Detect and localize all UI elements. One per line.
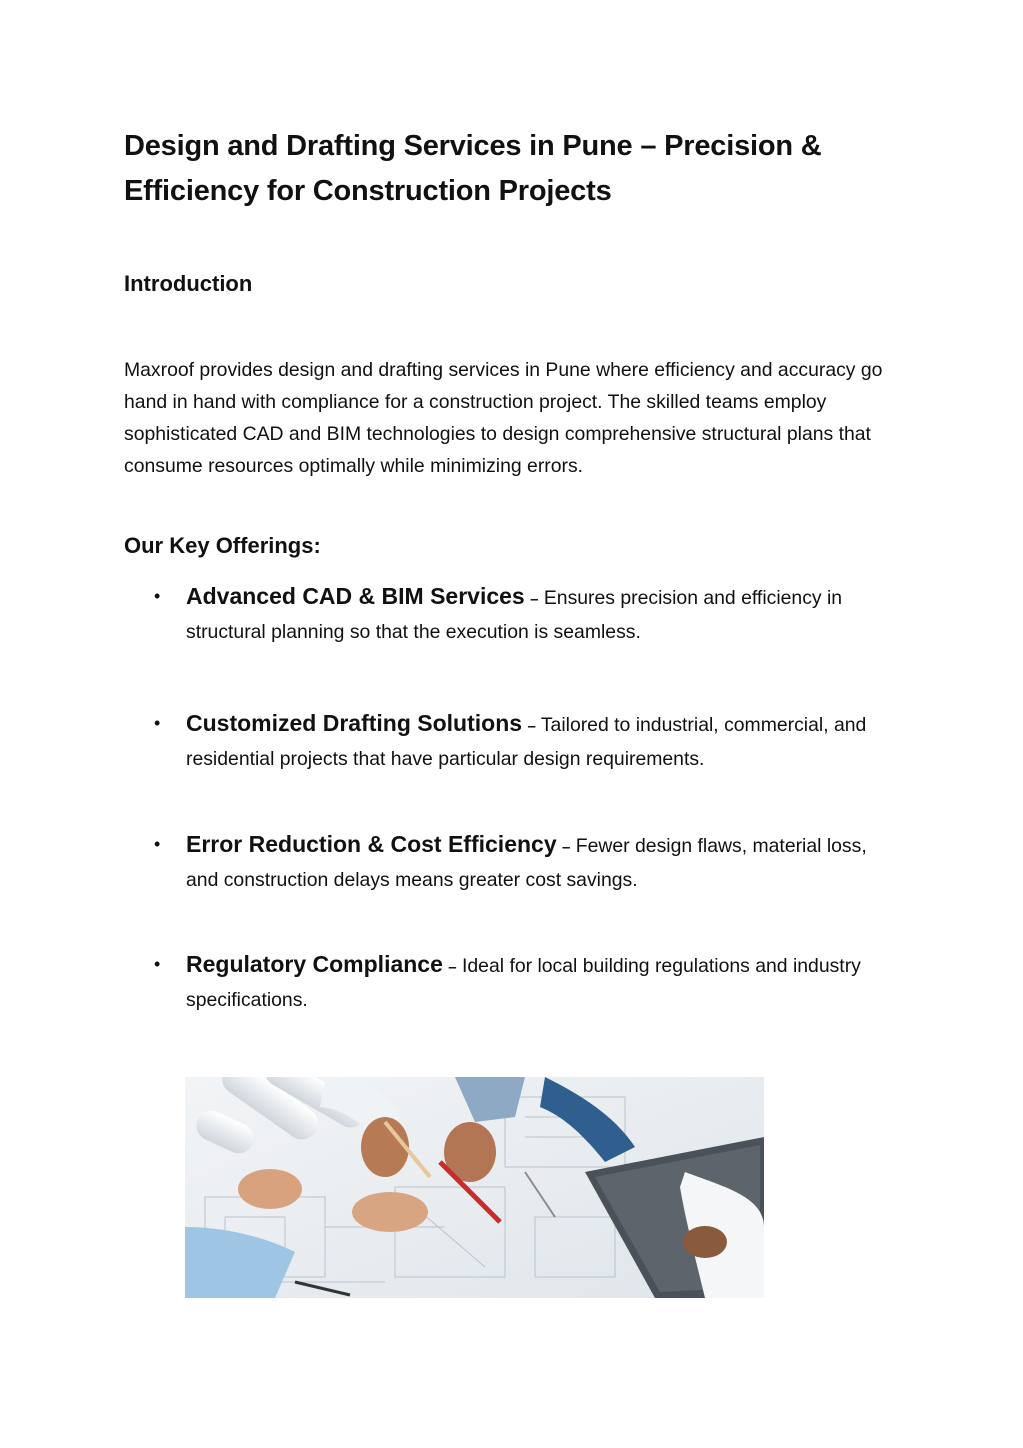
- team-drafting-photo: [185, 1077, 764, 1298]
- offering-text: [186, 580, 894, 648]
- offering-name: Customized Drafting Solutions: [186, 710, 523, 736]
- offering-separator: –: [448, 959, 457, 976]
- bullet-icon: •: [154, 834, 161, 854]
- offering-description: Tailored to industrial, commercial, and residential projects that have particular design requirements.: [186, 714, 867, 770]
- bullet-icon: •: [154, 954, 161, 974]
- offering-text: [186, 707, 894, 775]
- offering-name: Error Reduction & Cost Efficiency: [186, 831, 557, 857]
- bullet-icon: •: [154, 713, 161, 733]
- introduction-heading: Introduction: [124, 271, 253, 296]
- offering-name: Advanced CAD & BIM Services: [186, 583, 525, 609]
- offering-description: Ideal for local building regulations and industry specifications.: [186, 955, 861, 1011]
- bullet-icon: •: [154, 586, 161, 606]
- offerings-heading: Our Key Offerings:: [124, 533, 321, 558]
- offering-text: [186, 948, 894, 1016]
- offering-description: Ensures precision and efficiency in structural planning so that the execution is seamless.: [186, 587, 843, 643]
- offering-text: [186, 828, 894, 896]
- introduction-paragraph: Maxroof provides design and drafting services in Pune where efficiency and accuracy go hand in hand with compliance for a construction project. The skilled teams employ sophisticated CAD and BIM technologies to design comprehensive structural plans that consume resources optimally while minimizing errors.: [124, 359, 883, 477]
- offering-name: Regulatory Compliance: [186, 951, 443, 977]
- offering-description: Fewer design flaws, material loss, and construction delays means greater cost savings.: [186, 835, 867, 891]
- photo-illustration: [185, 1077, 764, 1298]
- offering-separator: –: [530, 591, 539, 608]
- page-title: Design and Drafting Services in Pune – Precision & Efficiency for Construction Projects: [124, 130, 822, 207]
- offering-separator: –: [562, 839, 571, 856]
- offering-separator: –: [527, 718, 536, 735]
